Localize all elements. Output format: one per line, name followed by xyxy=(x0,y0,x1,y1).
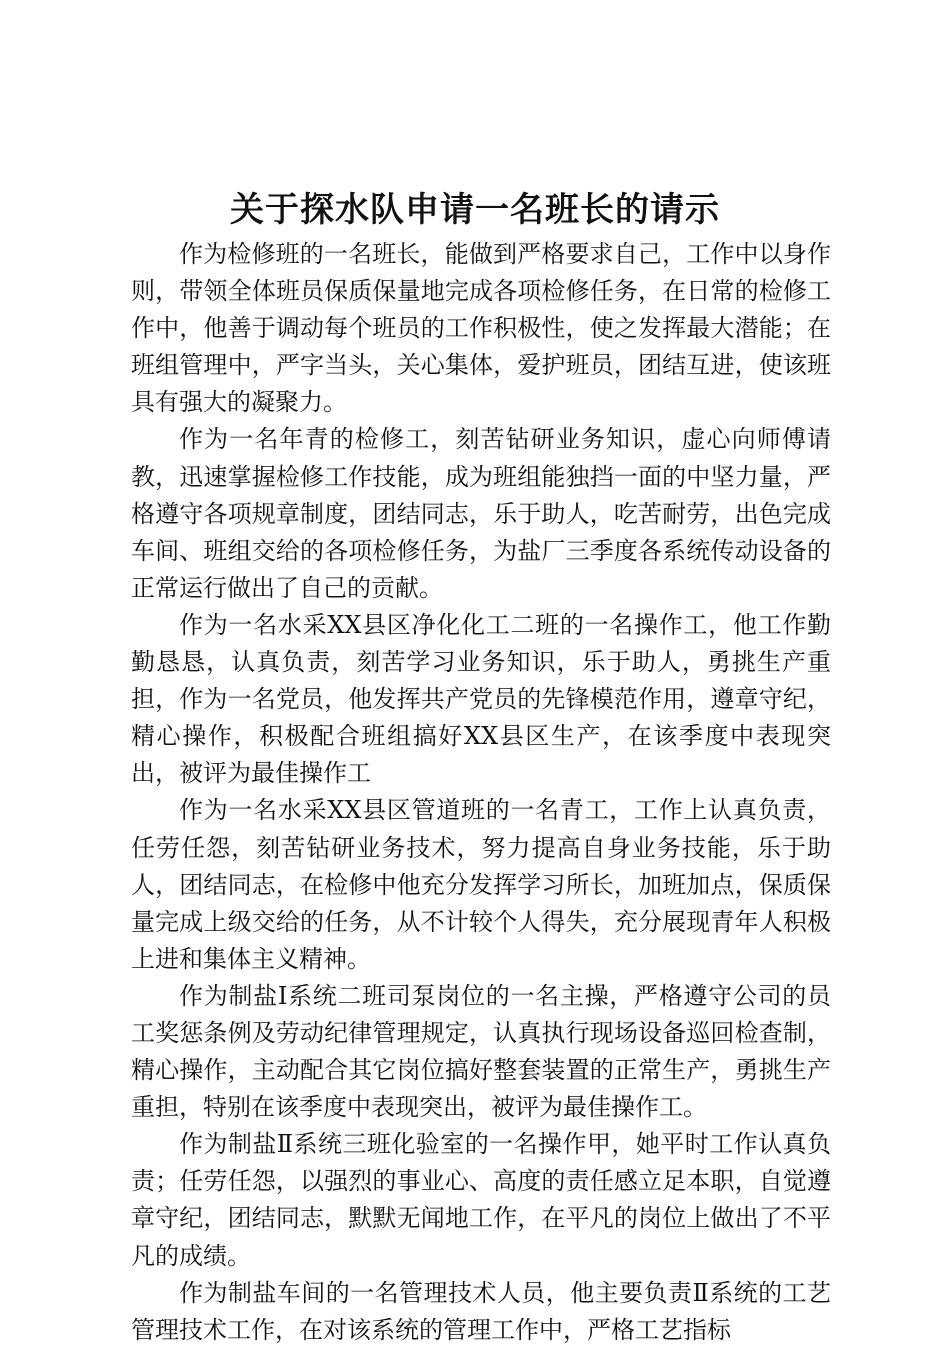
paragraph-5: 作为制盐Ⅰ系统二班司泵岗位的一名主操，严格遵守公司的员工奖惩条例及劳动纪律管理规定，认真执行现场设备巡回检查制，精心操作，主动配合其它岗位搞好整套装置的正常生产，勇挑生产重担，特别在该季度中表现突出，被评为最佳操作工。 xyxy=(131,981,831,1122)
document-title: 关于探水队申请一名班长的请示 xyxy=(230,190,720,230)
paragraph-6: 作为制盐Ⅱ系统三班化验室的一名操作甲，她平时工作认真负责；任劳任怨，以强烈的事业心、高度的责任感立足本职，自觉遵章守纪，团结同志，默默无闻地工作，在平凡的岗位上做出了不平凡的成绩。 xyxy=(131,1130,831,1270)
document-body xyxy=(131,236,831,1349)
paragraph-7: 作为制盐车间的一名管理技术人员，他主要负责Ⅱ系统的工艺管理技术工作，在对该系统的管理工作中，严格工艺指标 xyxy=(131,1278,831,1344)
paragraph-1: 作为检修班的一名班长，能做到严格要求自己，工作中以身作则，带领全体班员保质保量地完成各项检修任务，在日常的检修工作中，他善于调动每个班员的工作积极性，使之发挥最大潜能；在班组管理中，严字当头，关心集体，爱护班员，团结互进，使该班具有强大的凝聚力。 xyxy=(131,240,831,417)
paragraph-2: 作为一名年青的检修工，刻苦钻研业务知识，虚心向师傅请教，迅速掌握检修工作技能，成为班组能独挡一面的中坚力量，严格遵守各项规章制度，团结同志，乐于助人，吃苦耐劳，出色完成车间、班组交给的各项检修任务，为盐厂三季度各系统传动设备的正常运行做出了自己的贡献。 xyxy=(131,425,831,602)
paragraph-4: 作为一名水采XX县区管道班的一名青工，工作上认真负责，任劳任怨，刻苦钻研业务技术，努力提高自身业务技能，乐于助人，团结同志，在检修中他充分发挥学习所长，加班加点，保质保量完成上级交给的任务，从不计较个人得失，充分展现青年人积极上进和集体主义精神。 xyxy=(131,796,831,973)
paragraph-3: 作为一名水采XX县区净化化工二班的一名操作工，他工作勤勤恳恳，认真负责，刻苦学习业务知识，乐于助人，勇挑生产重担，作为一名党员，他发挥共产党员的先锋模范作用，遵章守纪，精心操作，积极配合班组搞好XX县区生产，在该季度中表现突出，被评为最佳操作工 xyxy=(131,610,831,788)
